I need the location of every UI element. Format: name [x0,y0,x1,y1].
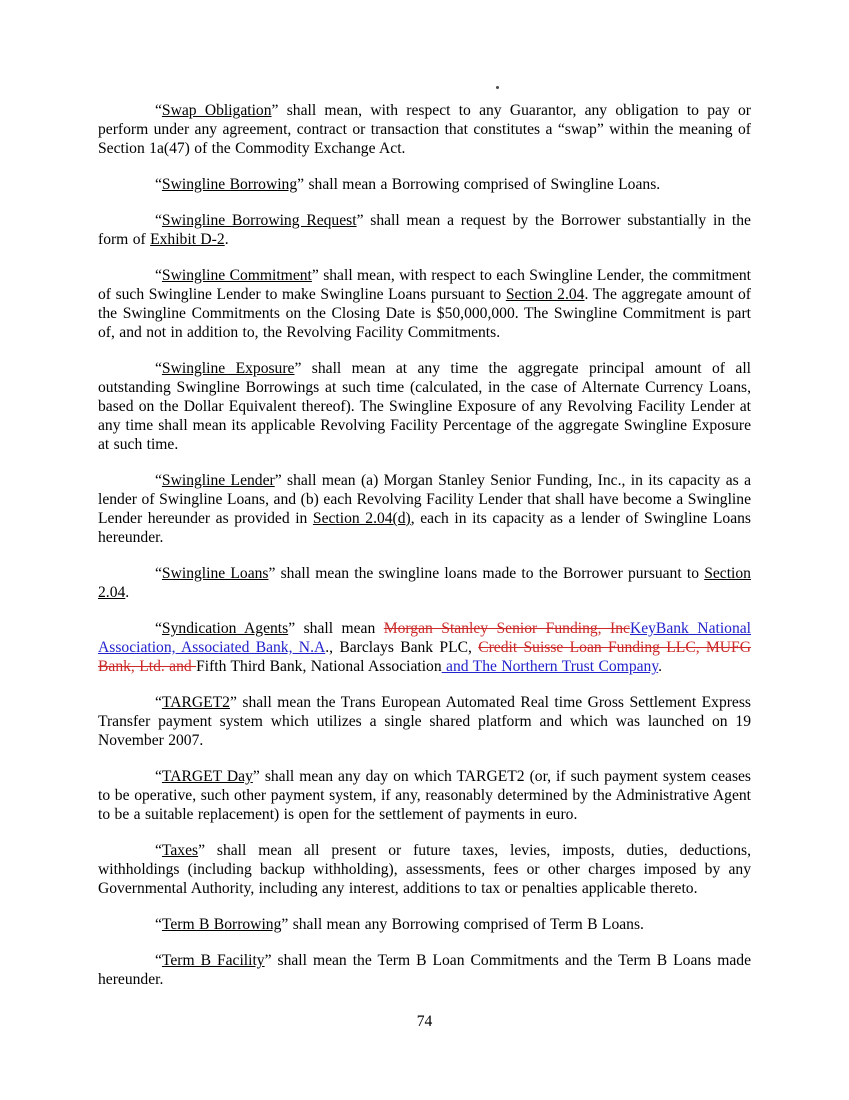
text-run: “ [155,176,162,193]
paragraph-swingline-borrowing [98,175,751,194]
defined-term: Swingline Borrowing [161,176,298,193]
paragraph-syndication-agents [98,619,751,676]
defined-term: Term B Facility [161,952,265,969]
text-run: “ [155,102,162,119]
text-run: ” shall mean the Trans European Automated Real time Gross Settlement Express Transfer payment system which utilizes a single shared platform and which was launched on 19 November 2007. [98,694,751,749]
cross-reference: Exhibit D-2 [150,231,225,248]
defined-term: Syndication Agents [161,620,289,637]
inserted-text: and The Northern Trust Company [441,658,659,675]
text-run: ., Barclays Bank PLC, [325,639,479,656]
defined-term: Taxes [161,842,199,859]
defined-term: Swingline Exposure [161,360,295,377]
defined-term: Swap Obligation [161,102,272,119]
text-run: ” shall mean (a) Morgan Stanley Senior Funding, Inc., in its capacity as a lender of Swingline Loans, and (b) each Revolving Facility Lender that shall have become a Swingline Lender hereunder as provided in [98,472,752,527]
defined-term: Swingline Commitment [161,267,312,284]
text-run: “ [155,472,162,489]
cross-reference: Section 2.04 [505,286,585,303]
deleted-text: Morgan Stanley Senior Funding, Inc [383,620,630,637]
scan-artifact-dot [496,86,499,89]
text-run: “ [155,694,162,711]
page-number: 74 [416,1013,433,1030]
paragraph-target2 [98,693,751,750]
text-run: “ [155,620,162,637]
text-run: ” shall mean any Borrowing comprised of Term B Loans. [281,916,644,933]
paragraph-target-day [98,767,751,824]
text-run: ” shall mean the Term B Loan Commitments and the Term B Loans made hereunder. [98,952,751,988]
defined-term: Swingline Borrowing Request [161,212,357,229]
text-run: “ [155,360,162,377]
text-run: . The aggregate amount of the Swingline Commitments on the Closing Date is $50,000,000. The Swingline Commitment is part of, and not in addition to, the Revolving Facility Commitments. [98,286,751,341]
text-run: ” shall mean a Borrowing comprised of Swingline Loans. [297,176,661,193]
paragraph-swingline-loans [98,564,751,602]
defined-term: TARGET2 [161,694,230,711]
text-run: ” shall mean any day on which TARGET2 (or, if such payment system ceases to be operative, such other payment system, if any, reasonably determined by the Administrative Agent to be a suitable replacement) is open for the settlement of payments in euro. [98,768,752,823]
defined-term: Swingline Lender [161,472,275,489]
text-run: “ [155,768,162,785]
paragraph-swingline-lender [98,471,751,547]
text-run: ” shall mean, with respect to any Guarantor, any obligation to pay or perform under any agreement, contract or transaction that constitutes a “swap” within the meaning of Section 1a(47) of the Commodity Exchange Act. [98,102,751,157]
text-run: . [125,584,130,601]
text-run: “ [155,212,162,229]
text-run: “ [155,842,162,859]
paragraph-term-b-borrowing [98,915,751,934]
cross-reference: Section 2.04(d) [312,510,411,527]
text-run: “ [155,952,162,969]
text-run: ” shall mean the swingline loans made to the Borrower pursuant to [268,565,705,582]
cross-reference: Section 2.04 [98,565,751,601]
text-run: “ [155,565,162,582]
document-body [98,101,751,1006]
text-run: ” shall mean [288,620,384,637]
defined-term: Swingline Loans [161,565,269,582]
text-run: “ [155,267,162,284]
text-run: ” shall mean all present or future taxes, levies, imposts, duties, deductions, withholdings (including backup withholding), assessments, fees or other charges imposed by any Governmental Authority, including any interest, additions to tax or penalties applicable thereto. [98,842,751,897]
defined-term: Term B Borrowing [161,916,282,933]
paragraph-swingline-borrowing-request [98,211,751,249]
text-run: ” shall mean a request by the Borrower substantially in the form of [98,212,751,248]
paragraph-swap-obligation [98,101,751,158]
text-run: “ [155,916,162,933]
paragraph-swingline-commitment [98,266,751,342]
text-run: , each in its capacity as a lender of Swingline Loans hereunder. [98,510,751,546]
text-run: ” shall mean, with respect to each Swingline Lender, the commitment of such Swingline Lender to make Swingline Loans pursuant to [98,267,752,303]
text-run: . [224,231,229,248]
text-run: ” shall mean at any time the aggregate principal amount of all outstanding Swingline Borrowings at such time (calculated, in the case of Alternate Currency Loans, based on the Dollar Equivalent thereof). The Swingline Exposure of any Revolving Facility Lender at any time shall mean its applicable Revolving Facility Percentage of the aggregate Swingline Exposure at such time. [98,360,751,453]
paragraph-swingline-exposure [98,359,751,454]
text-run: . [658,658,663,675]
inserted-text: KeyBank National Association, Associated Bank, N.A [98,620,752,656]
paragraph-taxes [98,841,751,898]
paragraph-term-b-facility [98,951,751,989]
defined-term: TARGET Day [161,768,253,785]
text-run: Fifth Third Bank, National Association [196,658,442,675]
deleted-text: Credit Suisse Loan Funding LLC, MUFG Bank, Ltd. and [98,639,751,675]
